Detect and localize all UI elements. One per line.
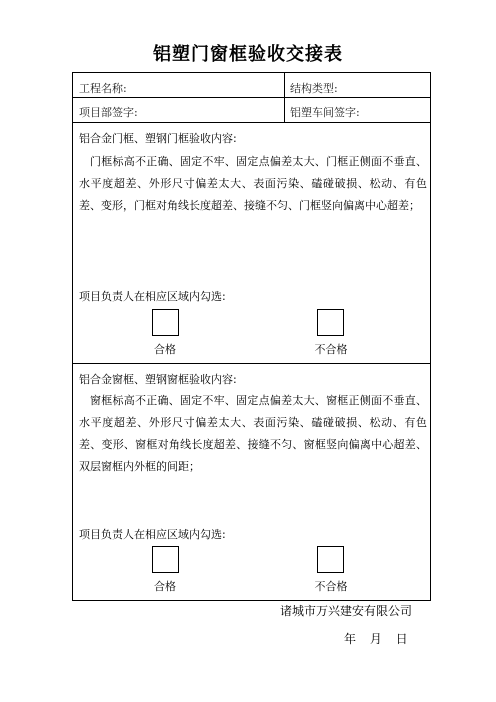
door-select-prompt: 项目负责人在相应区域内勾选: (79, 290, 226, 303)
project-name-field[interactable]: 工程名称: (79, 82, 127, 95)
divider (73, 122, 430, 123)
page-title: 铝塑门窗框验收交接表 (153, 44, 343, 65)
window-section-content: 窗框标高不正确、固定不牢、固定点偏差太大、窗框正侧面不垂直、水平度超差、外形尺寸偏差太大、表面污染、磕碰破损、松动、有色差、变形、窗框对角线长度超差、接缝不匀、窗框竖向偏离中心超差、双层窗框内外框的间距； (79, 394, 427, 473)
workshop-signature-field[interactable]: 铝塑车间签字: (290, 106, 360, 119)
window-pass-label: 合格 (154, 580, 176, 593)
company-name: 诸城市万兴建安有限公司 (279, 604, 412, 618)
window-fail-checkbox[interactable] (317, 546, 344, 573)
acceptance-form (72, 72, 431, 601)
structure-type-field[interactable]: 结构类型: (290, 82, 338, 95)
window-select-prompt: 项目负责人在相应区域内勾选: (79, 528, 226, 541)
door-pass-checkbox[interactable] (152, 309, 179, 336)
divider (284, 73, 285, 122)
divider (73, 97, 430, 98)
door-fail-label: 不合格 (314, 343, 348, 356)
door-section-content: 门框标高不正确、固定不牢、固定点偏差太大、门框正侧面不垂直、水平度超差、外形尺寸偏差太大、表面污染、磕碰破损、松动、有色差、变形，门框对角线长度超差、接缝不匀、门框竖向偏离中心超差； (79, 155, 427, 212)
date-line: 年 月 日 (344, 632, 408, 646)
door-pass-label: 合格 (154, 343, 176, 356)
door-fail-checkbox[interactable] (317, 309, 344, 336)
door-section-heading: 铝合金门框、塑钢门框验收内容: (79, 132, 237, 145)
window-section-heading: 铝合金窗框、塑钢窗框验收内容: (79, 373, 237, 386)
window-fail-label: 不合格 (314, 580, 348, 593)
project-dept-signature-field[interactable]: 项目部签字: (79, 106, 138, 119)
divider (73, 363, 430, 364)
window-pass-checkbox[interactable] (152, 546, 179, 573)
